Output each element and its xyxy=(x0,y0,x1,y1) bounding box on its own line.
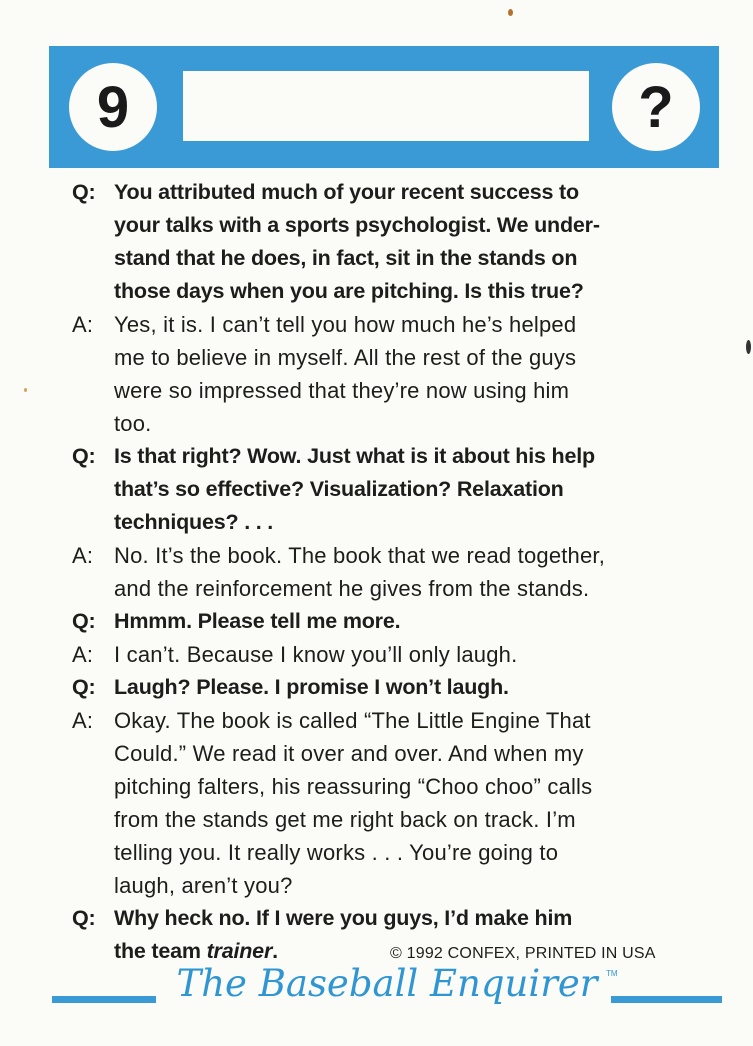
interview-dialogue xyxy=(72,176,727,968)
card-number: 9 xyxy=(96,74,130,140)
question-tag: Q: xyxy=(72,609,96,633)
answer-tag: A: xyxy=(72,312,94,337)
text-line: You attributed much of your recent success to xyxy=(114,180,579,204)
answer-tag: A: xyxy=(72,543,94,568)
question-tag: Q: xyxy=(72,675,96,699)
answer-entry xyxy=(72,638,727,671)
entry-text xyxy=(114,704,727,902)
text-line: your talks with a sports psychologist. We under- xyxy=(114,213,600,237)
entry-text xyxy=(114,539,727,605)
text-line: too. xyxy=(114,411,152,436)
text-line: Is that right? Wow. Just what is it about his help xyxy=(114,444,595,468)
copyright-notice: © 1992 CONFEX, PRINTED IN USA xyxy=(390,945,656,962)
print-speck xyxy=(508,9,513,16)
question-mark-badge xyxy=(612,63,700,151)
answer-entry xyxy=(72,308,727,440)
text-line: I can’t. Because I know you’ll only laugh. xyxy=(114,642,518,667)
entry-text xyxy=(114,638,727,671)
text-line: Hmmm. Please tell me more. xyxy=(114,609,401,633)
text-line: telling you. It really works . . . You’re going to xyxy=(114,840,559,865)
answer-entry xyxy=(72,539,727,605)
entry-text xyxy=(114,605,727,638)
emphasized-word: trainer xyxy=(206,939,273,963)
question-tag: Q: xyxy=(72,180,96,204)
card-number-badge xyxy=(69,63,157,151)
text-line: stand that he does, in fact, sit in the stands on xyxy=(114,246,578,270)
trademark-mark: TM xyxy=(606,969,618,978)
text-line: and the reinforcement he gives from the stands. xyxy=(114,576,590,601)
footer-rule-right xyxy=(611,996,722,1003)
text-line: Why heck no. If I were you guys, I’d make him xyxy=(114,906,573,930)
question-entry xyxy=(72,440,727,539)
answer-tag: A: xyxy=(72,708,94,733)
text-span: the team xyxy=(114,939,207,963)
text-line: that’s so effective? Visualization? Relaxation xyxy=(114,477,564,501)
footer-rule-left xyxy=(52,996,156,1003)
text-line: from the stands get me right back on track. I’m xyxy=(114,807,576,832)
text-line: laugh, aren’t you? xyxy=(114,873,293,898)
entry-text xyxy=(114,176,727,308)
print-speck xyxy=(746,340,751,354)
answer-tag: A: xyxy=(72,642,94,667)
question-entry xyxy=(72,671,727,704)
question-entry xyxy=(72,605,727,638)
text-line: No. It’s the book. The book that we read together, xyxy=(114,543,606,568)
answer-entry xyxy=(72,704,727,902)
question-tag: Q: xyxy=(72,444,96,468)
text-line: those days when you are pitching. Is this true? xyxy=(114,279,584,303)
text-line: me to believe in myself. All the rest of the guys xyxy=(114,345,577,370)
text-line: Yes, it is. I can’t tell you how much he’s helped xyxy=(114,312,577,337)
text-span: . xyxy=(272,939,278,963)
text-line: pitching falters, his reassuring “Choo choo” calls xyxy=(114,774,593,799)
text-line: Okay. The book is called “The Little Engine That xyxy=(114,708,591,733)
print-speck xyxy=(24,388,27,392)
text-line: Could.” We read it over and over. And when my xyxy=(114,741,584,766)
question-tag: Q: xyxy=(72,906,96,930)
header-banner xyxy=(49,46,719,168)
question-mark: ? xyxy=(638,74,674,140)
publication-title: The Baseball Enquirer xyxy=(176,962,598,1005)
question-entry xyxy=(72,176,727,308)
entry-text xyxy=(114,308,727,440)
text-line: techniques? . . . xyxy=(114,510,274,534)
text-line: Laugh? Please. I promise I won’t laugh. xyxy=(114,675,509,699)
text-line: were so impressed that they’re now using him xyxy=(114,378,570,403)
entry-text xyxy=(114,440,727,539)
entry-text xyxy=(114,671,727,704)
blank-name-box xyxy=(183,71,589,141)
